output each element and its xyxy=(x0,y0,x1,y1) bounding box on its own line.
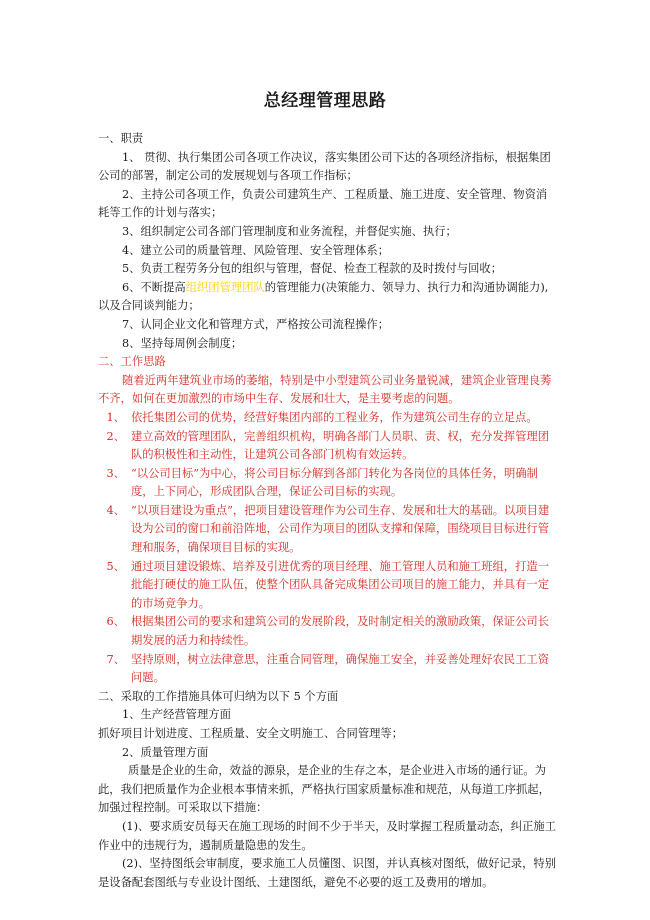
work-idea-number: 7、 xyxy=(106,652,125,666)
work-idea-number: 3、 xyxy=(106,466,125,480)
document-title: 总经理管理思路 xyxy=(263,91,387,111)
duty-item-2: 2、主持公司各项工作，负责公司建筑生产、工程质量、施工进度、安全管理、物资消耗等工作的计划与落实； xyxy=(98,187,548,220)
work-idea-item xyxy=(98,613,556,650)
duty-item-7: 7、认同企业文化和管理方式，严格按公司流程操作； xyxy=(122,317,390,331)
work-idea-text: 通过项目建设锻炼、培养及引进优秀的项目经理、施工管理人员和施工班组，打造一批能打硬仗的施工队伍，使整个团队具备完成集团公司项目的施工能力，并具有一定的市场竞争力。 xyxy=(131,559,549,610)
quality-measure-2: (2)、坚持图纸会审制度，要求施工人员懂图、识图，并认真核对图纸，做好记录，特别是设备配套图纸与专业设计图纸、土建图纸，避免不必要的返工及费用的增加。 xyxy=(98,857,556,889)
work-idea-number: 6、 xyxy=(106,615,125,629)
duty-item-3: 3、组织制定公司各部门管理制度和业务流程，并督促实施、执行； xyxy=(122,224,457,238)
subsection-production: 1、生产经营管理方面 xyxy=(122,708,231,722)
work-idea-number: 1、 xyxy=(106,410,125,424)
subsection-production-text: 抓好项目计划进度、工程质量、安全文明施工、合同管理等； xyxy=(98,727,404,740)
duty-item-6-prefix: 6、不断提高 xyxy=(122,280,186,294)
subsection-quality-text: 质量是企业的生命，效益的源泉，是企业的生存之本，是企业进入市场的通行证。为此，我们把质量作为企业根本事情来抓，严格执行国家质量标准和规范，从每道工序抓起，加强过程控制。可采取以下措施： xyxy=(98,764,550,815)
duty-item-6-highlight-2: 管理团队 xyxy=(219,280,265,294)
document-body xyxy=(98,130,556,892)
work-idea-item xyxy=(98,465,556,502)
work-idea-number: 5、 xyxy=(106,559,125,573)
work-idea-item xyxy=(98,502,556,558)
section-heading-duties: 一、职责 xyxy=(98,132,144,145)
work-idea-text: “以项目建设为重点”，把项目建设管理作为公司生存、发展和壮大的基础。以项目建设为公司的窗口和前沿阵地，公司作为项目的团队支撑和保障，围绕项目目标进行管理和服务，确保项目目标的实现。 xyxy=(131,503,550,555)
work-idea-text: “以公司目标”为中心，将公司目标分解到各部门转化为各岗位的具体任务，明确制度，上下同心，形成团队合理，保证公司目标的实现。 xyxy=(131,466,538,499)
duty-item-6-highlight: 组织团 xyxy=(185,280,220,294)
work-idea-item xyxy=(98,558,556,614)
work-idea-number: 2、 xyxy=(106,429,125,443)
duty-item-1: 1、 贯彻、执行集团公司各项工作决议，落实集团公司下达的各项经济指标，根据集团公司的部署，制定公司的发展规划与各项工作指标； xyxy=(98,150,551,183)
work-idea-text: 根据集团公司的要求和建筑公司的发展阶段，及时制定相关的激励政策，保证公司长期发展的活力和持续性。 xyxy=(131,615,549,648)
work-idea-text: 依托集团公司的优势，经营好集团内部的工程业务，作为建筑公司生存的立足点。 xyxy=(131,410,538,424)
duty-item-4: 4、建立公司的质量管理、风险管理、安全管理体系； xyxy=(122,243,390,257)
work-idea-item xyxy=(98,651,556,688)
work-ideas-intro: 随着近两年建筑业市场的萎缩，特别是中小型建筑公司业务量锐减，建筑企业管理良莠不齐，如何在更加激烈的市场中生存、发展和壮大，是主要考虑的问题。 xyxy=(98,373,552,406)
work-idea-item xyxy=(98,428,556,465)
work-idea-item xyxy=(98,409,556,428)
duty-item-6-suffix: 的管理能力(决策能力、领导力、执行力和沟通协调能力),以及合同谈判能力； xyxy=(98,280,549,313)
work-idea-text: 坚持原则，树立法律意思，注重合同管理，确保施工安全，并妥善处理好农民工工资问题。 xyxy=(131,652,549,685)
work-idea-number: 4、 xyxy=(106,503,125,517)
section-heading-work-ideas: 二、工作思路 xyxy=(98,355,166,369)
section-heading-measures: 二、采取的工作措施具体可归纳为以下 5 个方面 xyxy=(98,689,339,703)
duty-item-8: 8、坚持每周例会制度； xyxy=(122,336,243,350)
duty-item-5: 5、负责工程劳务分包的组织与管理，督促、检查工程款的及时拨付与回收； xyxy=(122,262,502,276)
duty-item-6 xyxy=(98,279,556,316)
work-idea-text: 建立高效的管理团队，完善组织机构，明确各部门人员职、责、权，充分发挥管理团队的积极性和主动性，让建筑公司各部门机构有效运转。 xyxy=(131,429,549,462)
quality-measure-1: (1)、要求质安员每天在施工现场的时间不少于半天，及时掌握工程质量动态，纠正施工作业中的违规行为，遏制质量隐患的发生。 xyxy=(98,819,556,852)
subsection-quality: 2、质量管理方面 xyxy=(122,745,209,759)
